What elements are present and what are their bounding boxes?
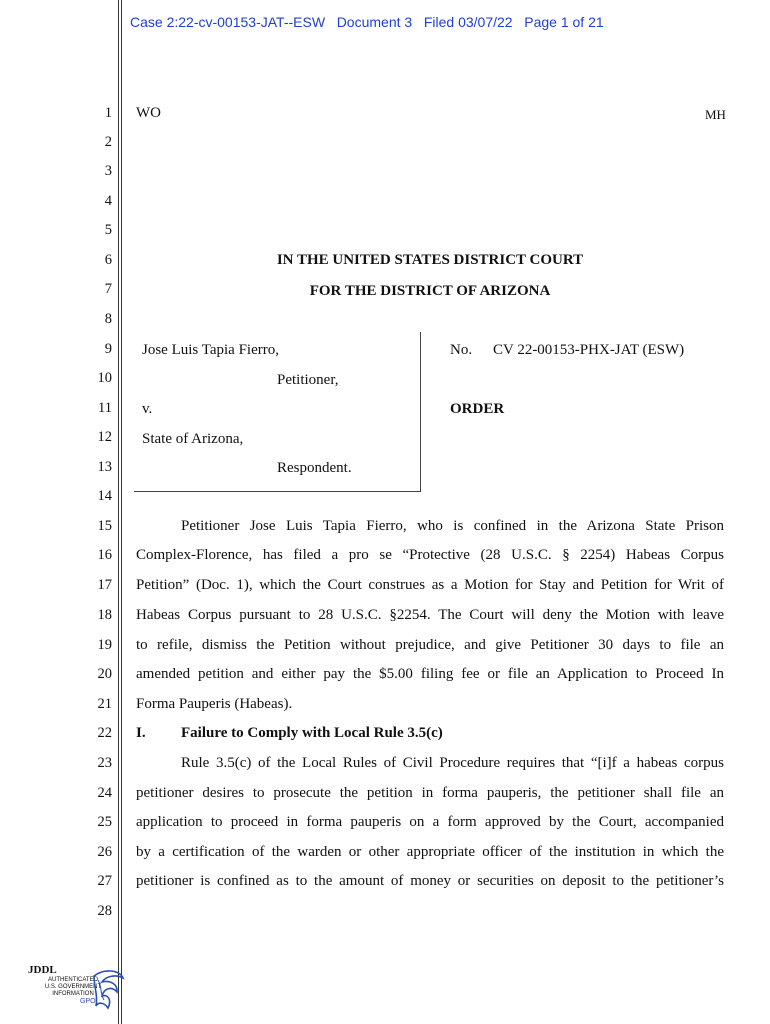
paragraph-line: Habeas Corpus pursuant to 28 U.S.C. §2254. The Court will deny the Motion with leave: [136, 607, 724, 623]
line-number: 8: [104, 311, 112, 327]
caption-divider-horizontal: [134, 491, 421, 492]
logo-text-line: INFORMATION: [52, 991, 94, 997]
petitioner-name: Jose Luis Tapia Fierro,: [142, 342, 279, 358]
case-header: Case 2:22-cv-00153-JAT--ESW Document 3 Filed 03/07/22 Page 1 of 21: [130, 14, 604, 30]
line-number: 4: [104, 193, 112, 209]
line-number: 14: [97, 488, 112, 504]
line-number: 5: [104, 222, 112, 238]
line-number: 25: [97, 814, 112, 830]
court-name: IN THE UNITED STATES DISTRICT COURT: [276, 252, 584, 268]
line-number: 22: [97, 725, 112, 741]
margin-rule: [118, 0, 119, 1024]
line-number: 24: [97, 785, 112, 801]
logo-text-line: AUTHENTICATED: [48, 977, 98, 983]
line-number: 10: [97, 370, 112, 386]
line-number: 6: [104, 252, 112, 268]
eagle-icon: [90, 968, 126, 1012]
line-number: 18: [97, 607, 112, 623]
line-number: 11: [98, 400, 112, 416]
line-number: 15: [97, 518, 112, 534]
paragraph-line: amended petition and either pay the $5.00 filing fee or file an Application to Proceed In: [136, 666, 724, 682]
paragraph-line: petitioner desires to prosecute the petition in forma pauperis, the petitioner shall file an: [136, 785, 724, 801]
section-title: Failure to Comply with Local Rule 3.5(c): [181, 725, 443, 741]
document-title: ORDER: [450, 401, 505, 417]
paragraph-line: application to proceed in forma pauperis on a form approved by the Court, accompanied: [136, 814, 724, 830]
gpo-authentication-logo: [28, 964, 128, 1014]
paragraph-line: by a certification of the warden or other appropriate officer of the institution in which the: [136, 844, 724, 860]
line-number: 16: [97, 547, 112, 563]
logo-gpo: GPO: [80, 998, 96, 1005]
petitioner-role: Petitioner,: [277, 372, 339, 388]
paragraph-line: Petitioner Jose Luis Tapia Fierro, who is confined in the Arizona State Prison: [181, 518, 724, 534]
court-district: FOR THE DISTRICT OF ARIZONA: [309, 283, 551, 299]
line-number: 3: [104, 163, 112, 179]
respondent-role: Respondent.: [277, 460, 352, 476]
section-number: I.: [136, 725, 146, 741]
line-number: 2: [104, 134, 112, 150]
line-number: 20: [97, 666, 112, 682]
line-number: 13: [97, 459, 112, 475]
line-number: 19: [97, 637, 112, 653]
line-number: 27: [97, 873, 112, 889]
line-number: 1: [104, 105, 112, 121]
clerk-code: MH: [705, 107, 726, 122]
respondent-name: State of Arizona,: [142, 431, 244, 447]
line-number: 21: [97, 696, 112, 712]
logo-text-line: U.S. GOVERNMENT: [44, 984, 102, 990]
paragraph-line: Rule 3.5(c) of the Local Rules of Civil Procedure requires that “[i]f a habeas corpus: [181, 755, 724, 771]
paragraph-line: Petition” (Doc. 1), which the Court construes as a Motion for Stay and Petition for Writ of: [136, 577, 724, 593]
case-number-label: No.: [450, 342, 473, 358]
line-number: 23: [97, 755, 112, 771]
caption-divider-vertical: [420, 332, 421, 492]
line-number: 12: [97, 429, 112, 445]
logo-title: JDDL: [28, 964, 57, 976]
paragraph-line: Forma Pauperis (Habeas).: [136, 696, 293, 712]
versus: v.: [142, 401, 153, 417]
judge-code: WO: [136, 105, 161, 121]
paragraph-line: to refile, dismiss the Petition without prejudice, and give Petitioner 30 days to file an: [136, 637, 724, 653]
line-number: 28: [97, 903, 112, 919]
line-number: 17: [97, 577, 112, 593]
line-number: 26: [97, 844, 112, 860]
paragraph-line: Complex-Florence, has filed a pro se “Protective (28 U.S.C. § 2254) Habeas Corpus: [136, 547, 724, 563]
line-number: 9: [104, 341, 112, 357]
margin-rule-inner: [121, 0, 122, 1024]
case-number: CV 22-00153-PHX-JAT (ESW): [493, 342, 685, 358]
line-number: 7: [104, 281, 112, 297]
paragraph-line: petitioner is confined as to the amount of money or securities on deposit to the petitioner’s: [136, 873, 724, 889]
